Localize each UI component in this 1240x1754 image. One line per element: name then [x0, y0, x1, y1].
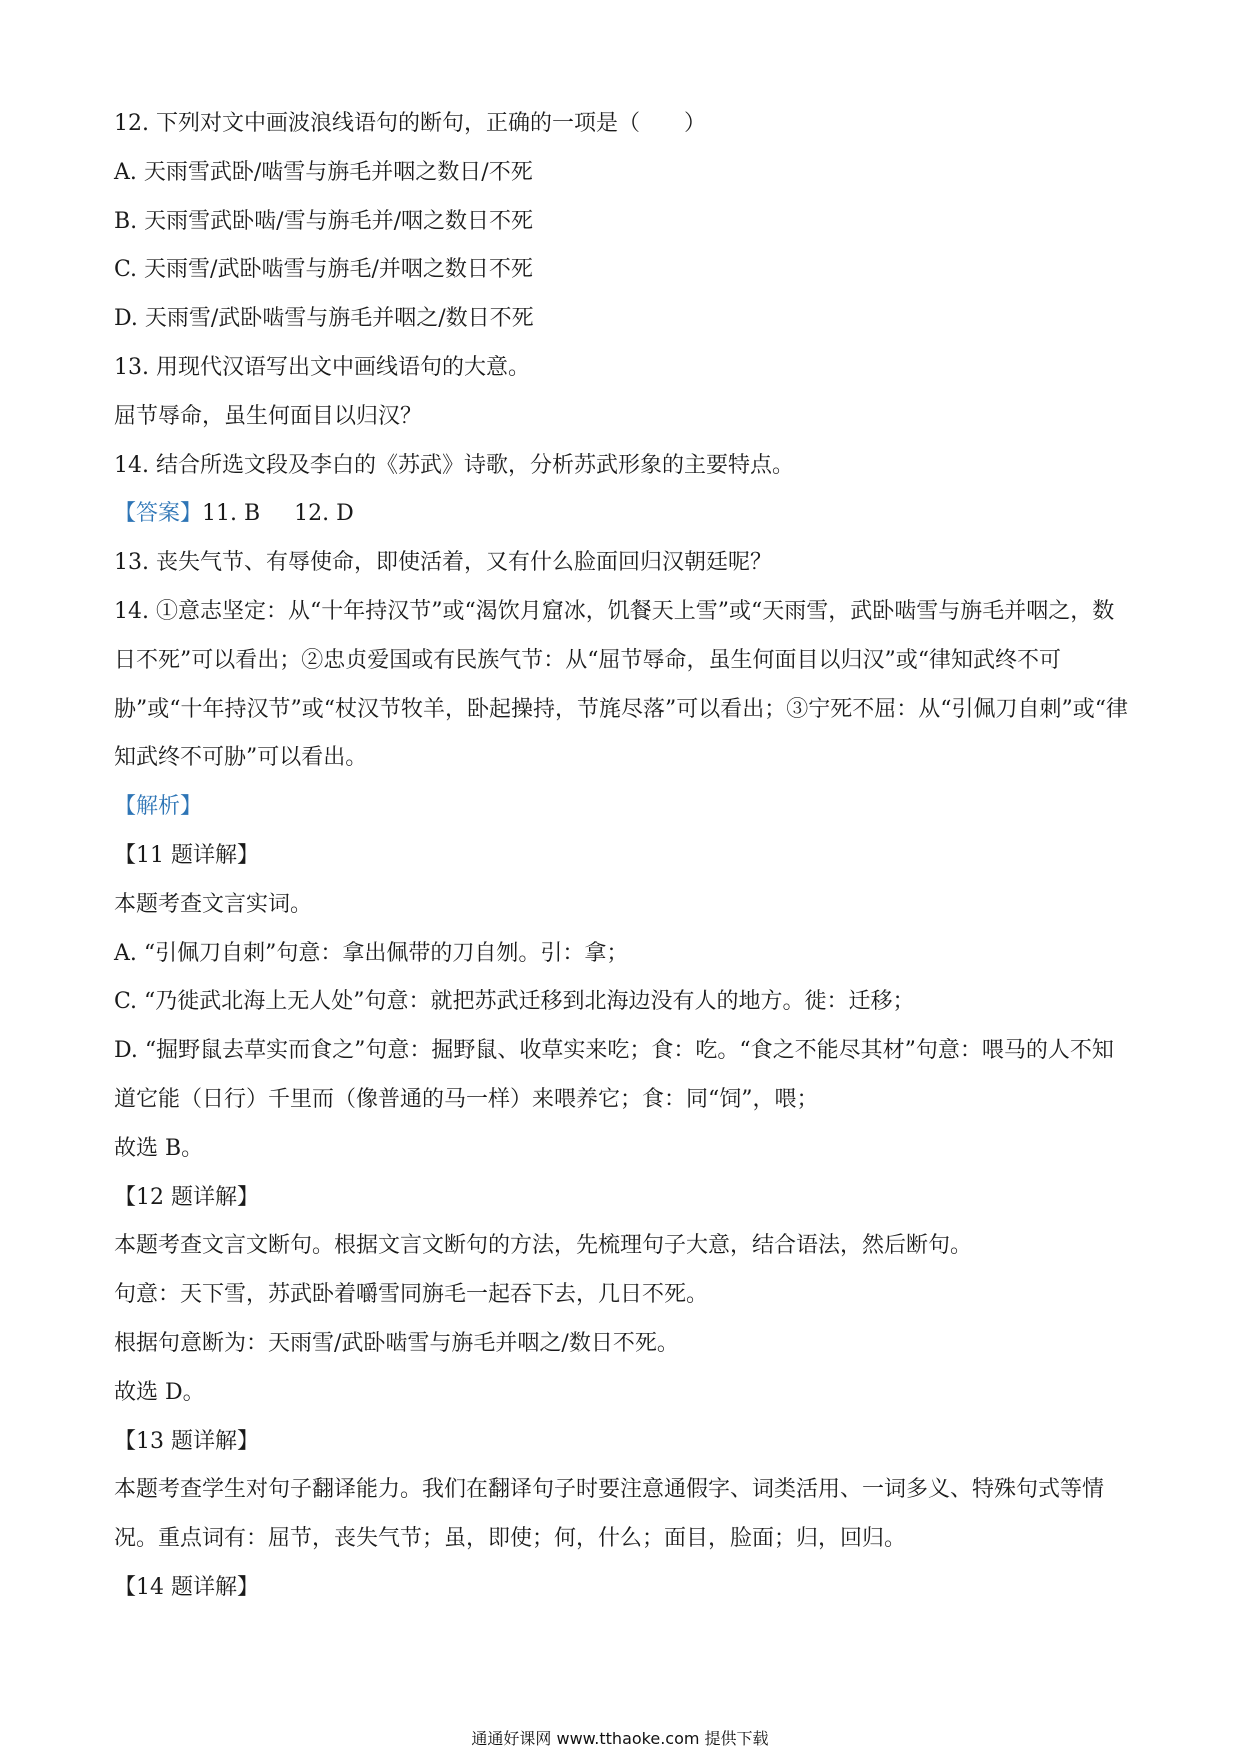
- q13-sentence: 屈节辱命，虽生何面目以归汉？: [114, 403, 423, 429]
- answer-line: [114, 490, 1130, 539]
- detail-12-line: 本题考查文言文断句。根据文言文断句的方法，先梳理句子大意，结合语法，然后断句。: [114, 1233, 973, 1259]
- answer-11: 11. B: [202, 501, 261, 527]
- detail-13-title: 【13 题详解】: [114, 1428, 259, 1454]
- detail-11-line: A. “引佩刀自刺”句意：拿出佩带的刀自刎。引：拿；: [114, 940, 629, 966]
- detail-11-line: C. “乃徙武北海上无人处”句意：就把苏武迁移到北海边没有人的地方。徙：迁移；: [114, 989, 915, 1015]
- detail-12-line: 故选 D。: [114, 1379, 205, 1405]
- detail-12-title: 【12 题详解】: [114, 1184, 259, 1210]
- q12-option-a: A. 天雨雪武卧/啮雪与旃毛并咽之数日/不死: [114, 159, 533, 185]
- detail-14-title: 【14 题详解】: [114, 1574, 259, 1600]
- page-footer: 通通好课网 www.tthaoke.com 提供下载: [471, 1729, 769, 1748]
- q12-option-c: C. 天雨雪/武卧啮雪与旃毛/并咽之数日不死: [114, 257, 533, 283]
- answer-13: 13. 丧失气节、有辱使命，即使活着，又有什么脸面回归汉朝廷呢？: [114, 550, 772, 576]
- q13-stem: 13. 用现代汉语写出文中画线语句的大意。: [114, 354, 530, 380]
- detail-11-line: D. “掘野鼠去草实而食之”句意：掘野鼠、收草实来吃；食：吃。“食之不能尽其材”句意：喂马的人不知道它能（日行）千里而（像普通的马一样）来喂养它；食：同“饲”，喂；: [114, 1038, 1114, 1112]
- detail-13-text: 本题考查学生对句子翻译能力。我们在翻译句子时要注意通假字、词类活用、一词多义、特殊句式等情况。重点词有：屈节，丧失气节；虽，即使；何，什么；面目，脸面；归，回归。: [114, 1477, 1105, 1552]
- detail-12-line: 根据句意断为：天雨雪/武卧啮雪与旃毛并咽之/数日不死。: [114, 1330, 679, 1356]
- answer-tag: 【答案】: [114, 501, 203, 527]
- detail-11-title: 【11 题详解】: [114, 842, 259, 868]
- q12-stem: 12. 下列对文中画波浪线语句的断句，正确的一项是（ ）: [114, 111, 706, 136]
- analysis-tag: 【解析】: [114, 794, 203, 820]
- detail-11-line: 故选 B。: [114, 1135, 204, 1161]
- q12-option-d: D. 天雨雪/武卧啮雪与旃毛并咽之/数日不死: [114, 306, 534, 332]
- q12-option-b: B. 天雨雪武卧啮/雪与旃毛并/咽之数日不死: [114, 208, 533, 234]
- answer-12: 12. D: [294, 501, 354, 527]
- answer-14: 14. ①意志坚定：从“十年持汉节”或“渴饮月窟冰，饥餐天上雪”或“天雨雪，武卧啮雪与旃毛并咽之，数日不死”可以看出；②忠贞爱国或有民族气节：从“屈节辱命，虽生何面目以归汉”或“律知武终不可胁”或“十年持汉节”或“杖汉节牧羊，卧起操持，节旄尽落”可以看出；③宁死不屈：从“引佩刀自刺”或“律知武终不可胁”可以看出。: [114, 598, 1128, 771]
- q14-stem: 14. 结合所选文段及李白的《苏武》诗歌，分析苏武形象的主要特点。: [114, 452, 794, 478]
- document-content: [114, 100, 1130, 1613]
- detail-11-line: 本题考查文言实词。: [114, 891, 313, 917]
- detail-12-line: 句意：天下雪，苏武卧着嚼雪同旃毛一起吞下去，几日不死。: [114, 1282, 709, 1308]
